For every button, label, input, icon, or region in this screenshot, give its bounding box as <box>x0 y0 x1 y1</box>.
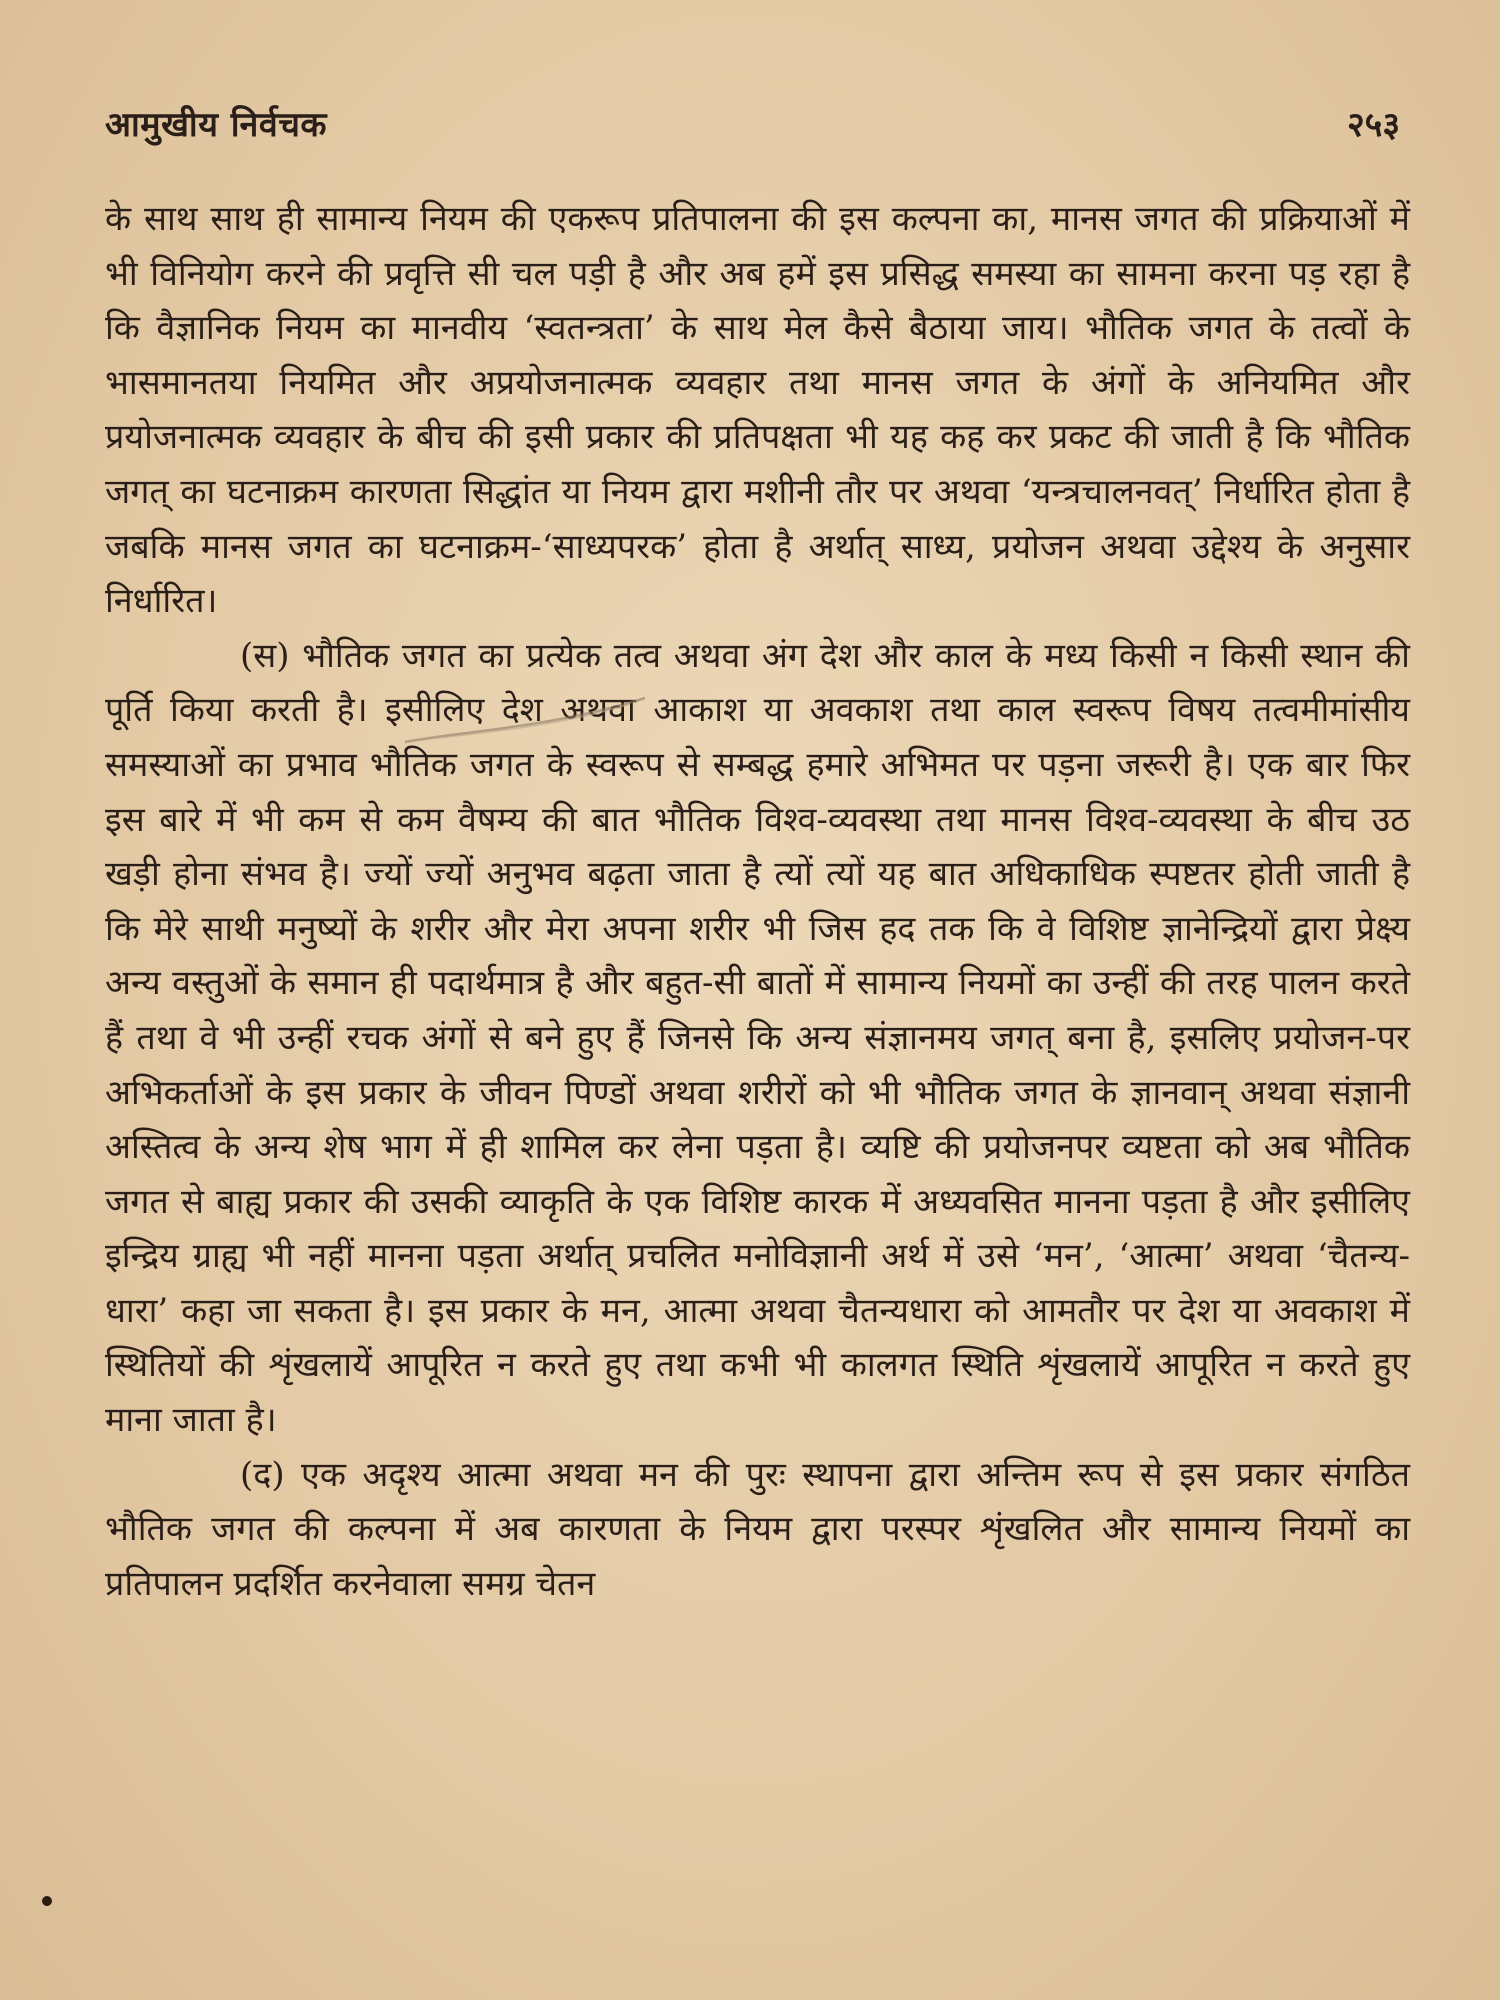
book-page <box>105 100 1410 1980</box>
ink-speck <box>42 1896 52 1906</box>
page-number: २५३ <box>1346 105 1400 145</box>
running-head <box>105 100 1410 160</box>
paragraph-da: (द) एक अदृश्य आत्मा अथवा मन की पुरः स्थापना द्वारा अन्तिम रूप से इस प्रकार संगठित भौतिक जगत की कल्पना में अब कारणता के नियम द्वारा परस्पर शृंखलित और सामान्य नियमों का प्रतिपालन प्रदर्शित करनेवाला समग्र चेतन <box>105 1454 1410 1604</box>
paragraph-sa: (स) भौतिक जगत का प्रत्येक तत्व अथवा अंग देश और काल के मध्य किसी न किसी स्थान की पूर्ति किया करती है। इसीलिए देश अथवा आकाश या अवकाश तथा काल स्वरूप विषय तत्वमीमांसीय समस्याओं का प्रभाव भौतिक जगत के स्वरूप से सम्बद्ध हमारे अभिमत पर पड़ना जरूरी है। एक बार फिर इस बारे में भी कम से कम वैषम्य की बात भौतिक विश्व-व्यवस्था तथा मानस विश्व-व्यवस्था के बीच उठ खड़ी होना संभव है। ज्यों ज्यों अनुभव बढ़ता जाता है त्यों त्यों यह बात अधिकाधिक स्पष्टतर होती जाती है कि मेरे साथी मनुष्यों के शरीर और मेरा अपना शरीर भी जिस हद तक कि वे विशिष्ट ज्ञानेन्द्रियों द्वारा प्रेक्ष्य अन्य वस्तुओं के समान ही पदार्थमात्र है और बहुत-सी बातों में सामान्य नियमों का उन्हीं की तरह पालन करते हैं तथा वे भी उन्हीं रचक अंगों से बने हुए हैं जिनसे कि अन्य संज्ञानमय जगत् बना है, इसलिए प्रयोजन-पर अभिकर्ताओं के इस प्रकार के जीवन पिण्डों अथवा शरीरों को भी भौतिक जगत के ज्ञानवान् अथवा संज्ञानी अस्तित्व के अन्य शेष भाग में ही शामिल कर लेना पड़ता है। व्यष्टि की प्रयोजनपर व्यष्टता को अब भौतिक जगत से बाह्य प्रकार की उसकी व्याकृति के एक विशिष्ट कारक में अध्यवसित मानना पड़ता है और इसीलिए इन्द्रिय ग्राह्य भी नहीं मानना पड़ता अर्थात् प्रचलित मनोविज्ञानी अर्थ में उसे ‘मन’, ‘आत्मा’ अथवा ‘चैतन्य-धारा’ कहा जा सकता है। इस प्रकार के मन, आत्मा अथवा चैतन्यधारा को आमतौर पर देश या अवकाश में स्थितियों की शृंखलायें आपूरित न करते हुए तथा कभी भी कालगत स्थिति शृंखलायें आपूरित न करते हुए माना जाता है। <box>105 635 1410 1441</box>
paragraph-continuation: के साथ साथ ही सामान्य नियम की एकरूप प्रतिपालना की इस कल्पना का, मानस जगत की प्रक्रियाओं में भी विनियोग करने की प्रवृत्ति सी चल पड़ी है और अब हमें इस प्रसिद्ध समस्या का सामना करना पड़ रहा है कि वैज्ञानिक नियम का मानवीय ‘स्वतन्त्रता’ के साथ मेल कैसे बैठाया जाय। भौतिक जगत के तत्वों के भासमानतया नियमित और अप्रयोजनात्मक व्यवहार तथा मानस जगत के अंगों के अनियमित और प्रयोजनात्मक व्यवहार के बीच की इसी प्रकार की प्रतिपक्षता भी यह कह कर प्रकट की जाती है कि भौतिक जगत् का घटनाक्रम कारणता सिद्धांत या नियम द्वारा मशीनी तौर पर अथवा ‘यन्त्रचालनवत्’ निर्धारित होता है जबकि मानस जगत का घटनाक्रम-‘साध्यपरक’ होता है अर्थात् साध्य, प्रयोजन अथवा उद्देश्य के अनुसार निर्धारित। <box>105 199 1410 622</box>
running-title: आमुखीय निर्वचक <box>105 105 328 145</box>
